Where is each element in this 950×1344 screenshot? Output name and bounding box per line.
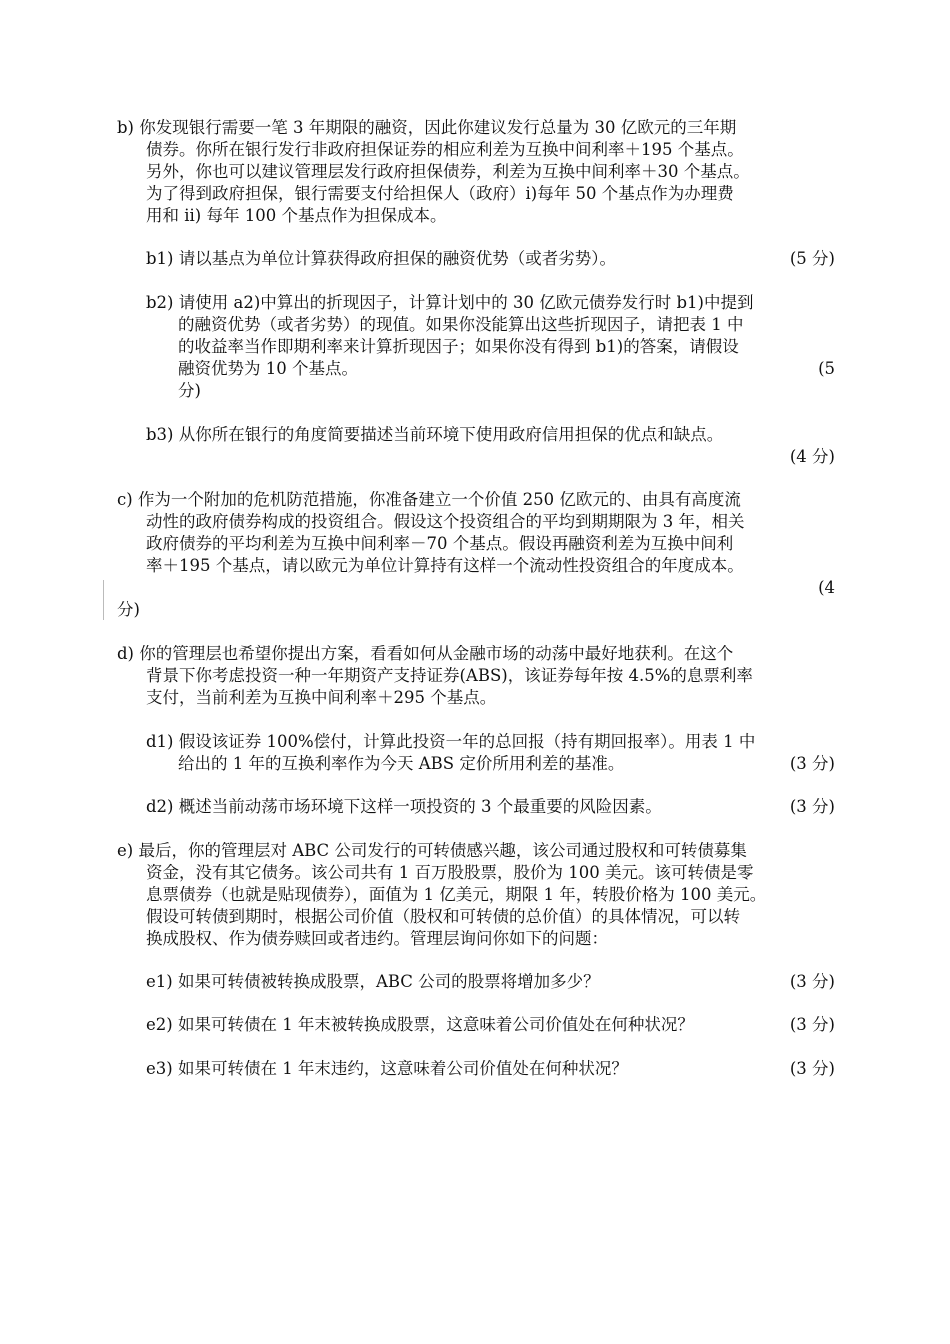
question-e3-points: (3 分) xyxy=(789,1059,835,1078)
question-d1-points: (3 分) xyxy=(789,754,835,773)
question-b2-line-1: b2) 请使用 a2)中算出的折现因子，计算计划中的 30 亿欧元债券发行时 b1)中提到 xyxy=(146,293,754,312)
question-c-line-5: 分) xyxy=(117,600,140,619)
question-b2-line-2: 的融资优势（或者劣势）的现值。如果你没能算出这些折现因子，请把表 1 中 xyxy=(178,315,744,334)
question-d-line-3: 支付，当前利差为互换中间利率＋295 个基点。 xyxy=(146,688,497,707)
question-b-line-2: 债券。你所在银行发行非政府担保证券的相应利差为互换中间利率＋195 个基点。 xyxy=(146,140,744,159)
question-d-line-2: 背景下你考虑投资一种一年期资产支持证券(ABS)，该证券每年按 4.5%的息票利率 xyxy=(146,666,753,685)
question-c-line-2: 动性的政府债券构成的投资组合。假设这个投资组合的平均到期期限为 3 年，相关 xyxy=(146,512,745,531)
question-e2-points: (3 分) xyxy=(789,1015,835,1034)
question-c-line-4: 率＋195 个基点，请以欧元为单位计算持有这样一个流动性投资组合的年度成本。 xyxy=(146,556,744,575)
question-d2-text: d2) 概述当前动荡市场环境下这样一项投资的 3 个最重要的风险因素。 xyxy=(146,797,662,816)
margin-line xyxy=(103,580,104,620)
question-c-line-3: 政府债券的平均利差为互换中间利率－70 个基点。假设再融资利差为互换中间利 xyxy=(146,534,734,553)
question-e1-text: e1) 如果可转债被转换成股票，ABC 公司的股票将增加多少？ xyxy=(146,972,600,991)
question-e-line-2: 资金，没有其它债务。该公司共有 1 百万股股票，股价为 100 美元。该可转债是零 xyxy=(146,863,754,882)
question-b-line-3: 另外，你也可以建议管理层发行政府担保债券，利差为互换中间利率＋30 个基点。 xyxy=(146,162,750,181)
question-b1-points: (5 分) xyxy=(789,249,835,268)
question-e1-points: (3 分) xyxy=(789,972,835,991)
question-e2-text: e2) 如果可转债在 1 年末被转换成股票，这意味着公司价值处在何种状况？ xyxy=(146,1015,694,1034)
question-b2-line-4: 融资优势为 10 个基点。 xyxy=(178,359,358,378)
question-c-points-start: (4 xyxy=(818,578,835,597)
question-e3-text: e3) 如果可转债在 1 年末违约，这意味着公司价值处在何种状况？ xyxy=(146,1059,628,1078)
question-d2-points: (3 分) xyxy=(789,797,835,816)
question-b2-line-3: 的收益率当作即期利率来计算折现因子；如果你没有得到 b1)的答案，请假设 xyxy=(178,337,739,356)
question-d1-line-1: d1) 假设该证券 100%偿付，计算此投资一年的总回报（持有期回报率）。用表 1 中 xyxy=(146,732,756,751)
question-b-line-1: b) 你发现银行需要一笔 3 年期限的融资，因此你建议发行总量为 30 亿欧元的三年期 xyxy=(117,118,737,137)
question-b1-text: b1) 请以基点为单位计算获得政府担保的融资优势（或者劣势）。 xyxy=(146,249,616,268)
question-b2-points-start: (5 xyxy=(818,359,835,378)
question-e-line-5: 换成股权、作为债券赎回或者违约。管理层询问你如下的问题： xyxy=(146,929,608,948)
question-b-line-4: 为了得到政府担保，银行需要支付给担保人（政府）i)每年 50 个基点作为办理费 xyxy=(146,184,734,203)
question-b-line-5: 用和 ii) 每年 100 个基点作为担保成本。 xyxy=(146,206,447,225)
question-b3-points: (4 分) xyxy=(789,447,835,466)
question-c-line-1: c) 作为一个附加的危机防范措施，你准备建立一个价值 250 亿欧元的、由具有高度流 xyxy=(117,490,741,509)
question-b3-text: b3) 从你所在银行的角度简要描述当前环境下使用政府信用担保的优点和缺点。 xyxy=(146,425,724,444)
question-e-line-4: 假设可转债到期时，根据公司价值（股权和可转债的总价值）的具体情况，可以转 xyxy=(146,907,740,926)
question-d-line-1: d) 你的管理层也希望你提出方案，看看如何从金融市场的动荡中最好地获利。在这个 xyxy=(117,644,734,663)
question-e-line-3: 息票债券（也就是贴现债券），面值为 1 亿美元，期限 1 年，转股价格为 100 美元。 xyxy=(146,885,767,904)
question-b2-line-5: 分) xyxy=(178,381,201,400)
question-d1-line-2: 给出的 1 年的互换利率作为今天 ABS 定价所用利差的基准。 xyxy=(178,754,625,773)
question-e-line-1: e) 最后，你的管理层对 ABC 公司发行的可转债感兴趣，该公司通过股权和可转债募集 xyxy=(117,841,747,860)
